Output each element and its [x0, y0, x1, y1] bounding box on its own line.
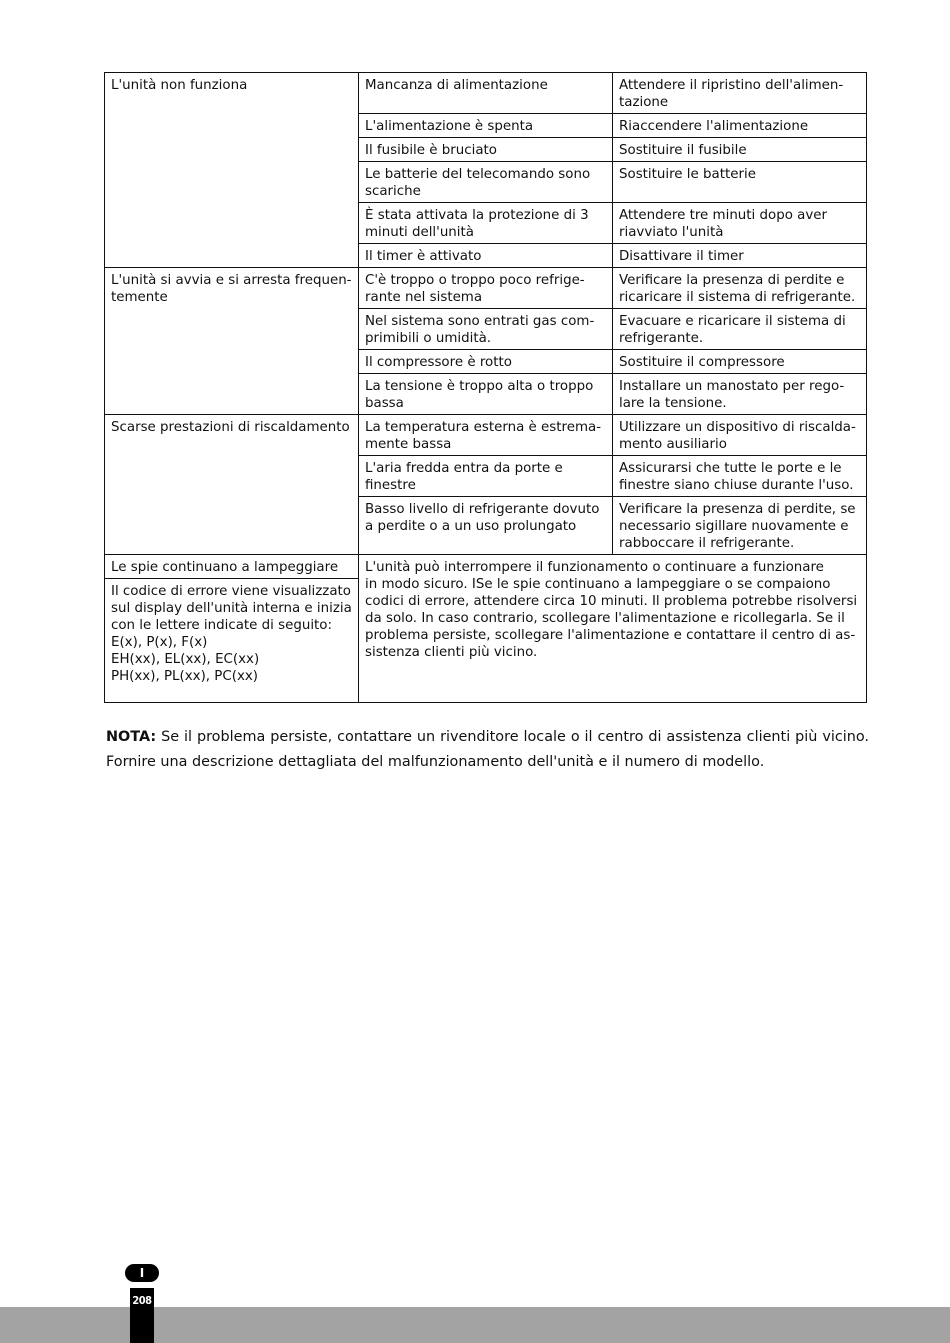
problem-text: Il codice di errore viene visualizzato sul display dell'unità interna e inizia con le lettere indicate di seguito: E(x), P(x), F(x) EH(xx), EL(xx), EC(xx) PH(xx), PL(xx), PC(xx): [111, 584, 352, 684]
problem-text: Le spie continuano a lampeggiare: [111, 560, 339, 575]
cause-cell: [359, 456, 613, 497]
cause-text: L'aria fredda entra da porte e finestre: [365, 461, 563, 493]
cause-text: C'è troppo o troppo poco refrige- rante nel sistema: [365, 273, 585, 305]
cause-text: La temperatura esterna è estrema- mente bassa: [365, 420, 602, 452]
cause-text: Mancanza di alimentazione: [365, 78, 548, 93]
solution-text: Assicurarsi che tutte le porte e le finestre siano chiuse durante l'uso.: [619, 461, 854, 493]
solution-cell: [613, 415, 867, 456]
cause-cell: [359, 374, 613, 415]
note-paragraph: [106, 725, 869, 775]
problem-text: L'unità si avvia e si arresta frequen- temente: [111, 273, 352, 305]
solution-cell: [613, 497, 867, 555]
solution-cell: [613, 309, 867, 350]
table-row: [105, 415, 867, 456]
cause-text: È stata attivata la protezione di 3 minuti dell'unità: [365, 208, 589, 240]
solution-text: Verificare la presenza di perdite, se necessario sigillare nuovamente e rabboccare il refrigerante.: [619, 502, 856, 551]
solution-text: Evacuare e ricaricare il sistema di refrigerante.: [619, 314, 846, 346]
problem-text: Scarse prestazioni di riscaldamento: [111, 420, 350, 435]
cause-cell: [359, 350, 613, 374]
cause-text: Basso livello di refrigerante dovuto a perdite o a un uso prolungato: [365, 502, 600, 534]
solution-cell: [613, 203, 867, 244]
solution-text: Utilizzare un dispositivo di riscalda- mento ausiliario: [619, 420, 856, 452]
solution-cell: [613, 73, 867, 114]
cause-cell: [359, 309, 613, 350]
note-label: NOTA:: [106, 729, 157, 746]
solution-cell: [613, 244, 867, 268]
solution-text: Installare un manostato per rego- lare la tensione.: [619, 379, 845, 411]
note-text: Se il problema persiste, contattare un rivenditore locale o il centro di assistenza clienti più vicino. Fornire una descrizione dettagliata del malfunzionamento dell'unità e il numero di modello.: [106, 729, 869, 771]
solution-text: L'unità può interrompere il funzionamento o continuare a funzionare in modo sicuro. ISe le spie continuano a lampeggiare o se compaiono codici di errore, attendere circa 10 minuti. Il problema potrebbe risolversi da solo. In caso contrario, scollegare l'alimentazione e ricollegarla. Se il problema persiste, scollegare l'alimentazione e contattare il centro di as- sistenza clienti più vicino.: [365, 560, 858, 660]
solution-text: Sostituire il fusibile: [619, 143, 747, 158]
solution-text: Attendere tre minuti dopo aver riavviato l'unità: [619, 208, 828, 240]
troubleshooting-table: [104, 72, 867, 703]
problem-text: L'unità non funziona: [111, 78, 248, 93]
cause-text: Le batterie del telecomando sono scariche: [365, 167, 591, 199]
cause-cell: [359, 73, 613, 114]
solution-cell: [613, 114, 867, 138]
solution-text: Verificare la presenza di perdite e ricaricare il sistema di refrigerante.: [619, 273, 856, 305]
table-row: [105, 555, 867, 579]
cause-text: L'alimentazione è spenta: [365, 119, 534, 134]
solution-cell: [613, 350, 867, 374]
cause-cell: [359, 415, 613, 456]
problem-cell: [105, 73, 359, 268]
cause-cell: [359, 203, 613, 244]
solution-text: Sostituire il compressore: [619, 355, 785, 370]
cause-text: Nel sistema sono entrati gas com- primibili o umidità.: [365, 314, 595, 346]
problem-cell: [105, 268, 359, 415]
solution-text: Disattivare il timer: [619, 249, 744, 264]
solution-cell: [613, 162, 867, 203]
problem-cell: [105, 415, 359, 555]
cause-cell: [359, 497, 613, 555]
solution-text: Attendere il ripristino dell'alimen- tazione: [619, 78, 844, 110]
problem-cell: [105, 555, 359, 579]
cause-text: Il timer è attivato: [365, 249, 482, 264]
cause-cell: [359, 114, 613, 138]
language-badge: I: [125, 1264, 159, 1282]
page-number: 208: [132, 1294, 152, 1307]
solution-cell: [613, 374, 867, 415]
solution-cell: [613, 456, 867, 497]
table-row: [105, 268, 867, 309]
cause-text: Il compressore è rotto: [365, 355, 512, 370]
cause-cell: [359, 244, 613, 268]
cause-cell: [359, 162, 613, 203]
table-row: [105, 73, 867, 114]
solution-cell: [613, 268, 867, 309]
cause-text: Il fusibile è bruciato: [365, 143, 497, 158]
cause-cell: [359, 138, 613, 162]
cause-cell: [359, 268, 613, 309]
cause-text: La tensione è troppo alta o troppo bassa: [365, 379, 594, 411]
solution-text: Sostituire le batterie: [619, 167, 756, 182]
problem-cell: [105, 579, 359, 703]
merged-solution-cell: [359, 555, 867, 703]
solution-text: Riaccendere l'alimentazione: [619, 119, 809, 134]
solution-cell: [613, 138, 867, 162]
